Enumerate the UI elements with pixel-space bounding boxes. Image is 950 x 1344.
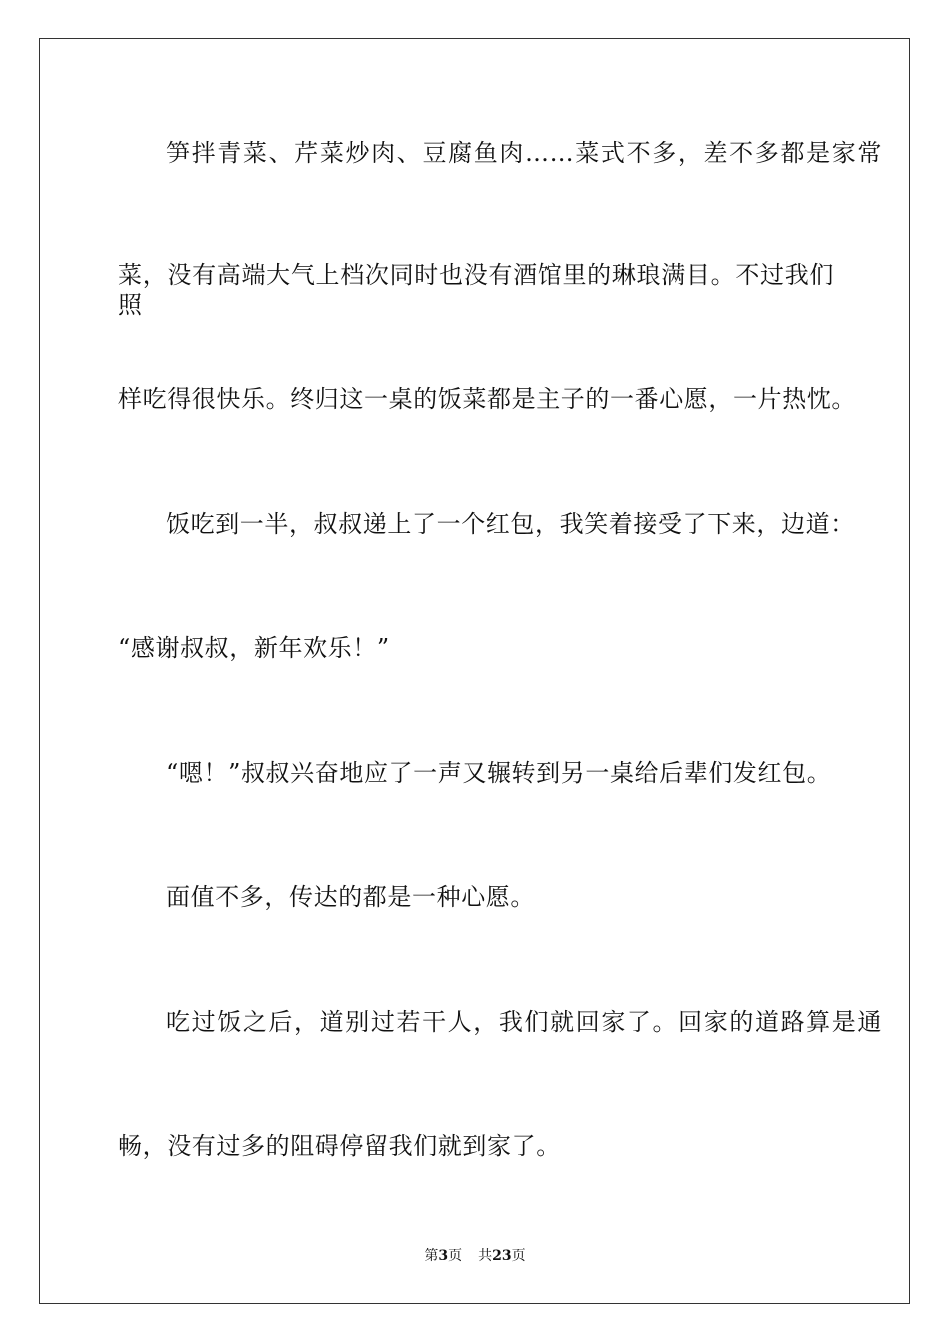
paragraph-line: 饭吃到一半，叔叔递上了一个红包，我笑着接受了下来，边道： — [166, 510, 855, 538]
paragraph-line: 畅，没有过多的阻碍停留我们就到家了。 — [118, 1132, 561, 1160]
paragraph-line: 菜，没有高端大气上档次同时也没有酒馆里的琳琅满目。不过我们照 — [118, 261, 834, 319]
page-number: 3 — [438, 1248, 449, 1264]
page-suffix: 页 — [448, 1248, 463, 1264]
paragraph-line: 吃过饭之后，道别过若干人，我们就回家了。回家的道路算是通 — [166, 1008, 882, 1036]
paragraph-line: “感谢叔叔，新年欢乐！” — [118, 634, 390, 662]
page-prefix: 第 — [424, 1248, 439, 1264]
total-suffix: 页 — [511, 1248, 526, 1264]
paragraph-line: 笋拌青菜、芹菜炒肉、豆腐鱼肉……菜式不多，差不多都是家常 — [166, 139, 882, 167]
paragraph-line: “嗯！”叔叔兴奋地应了一声又辗转到另一桌给后辈们发红包。 — [166, 759, 832, 787]
paragraph-line: 面值不多，传达的都是一种心愿。 — [166, 883, 535, 911]
total-pages: 23 — [492, 1248, 512, 1264]
paragraph-line: 样吃得很快乐。终归这一桌的饭菜都是主子的一番心愿，一片热忱。 — [118, 385, 856, 413]
page-footer — [0, 1246, 950, 1266]
total-prefix: 共 — [478, 1248, 493, 1264]
page-frame — [39, 38, 910, 1304]
